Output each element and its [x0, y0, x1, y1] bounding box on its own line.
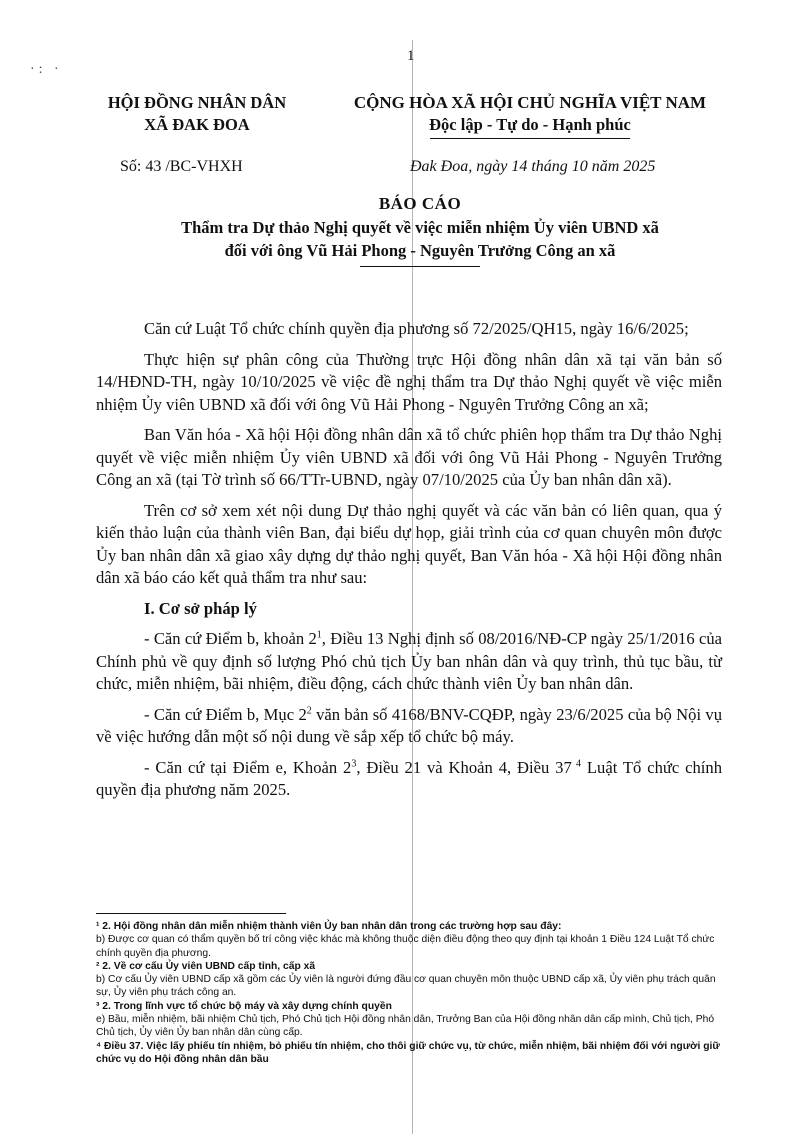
footnote-ref-1: 1 — [316, 629, 322, 641]
page-number: 1 — [407, 48, 415, 64]
nation-title: CỘNG HÒA XÃ HỘI CHỦ NGHĨA VIỆT NAM — [353, 93, 707, 112]
footnote-3-heading: ³ 2. Trong lĩnh vực tổ chức bộ máy và xây dựng chính quyền — [96, 1000, 392, 1012]
subtitle-line-1: Thẩm tra Dự thảo Nghị quyết về việc miễn nhiệm Ủy viên UBND xã — [181, 218, 659, 237]
bullet-guidance-post: văn bản số 4168/BNV-CQĐP, ngày 23/6/2025 của bộ Nội vụ về việc hướng dẫn một số nội dung về sắp xếp tổ chức bộ máy. — [96, 704, 722, 746]
footnote-1-heading: ¹ 2. Hội đồng nhân dân miễn nhiệm thành viên Ủy ban nhân dân trong các trường hợp sau đây: — [96, 921, 562, 932]
scan-specks: ·: · — [30, 62, 63, 77]
footnote-ref-3: 3 — [351, 757, 357, 769]
report-title: BÁO CÁO — [378, 194, 462, 213]
bullet-decree-pre: - Căn cứ Điểm b, khoản 2 — [144, 629, 317, 648]
bullet-decree — [96, 628, 722, 696]
bullet-local-gov-law — [96, 757, 722, 802]
bullet-guidance-pre: - Căn cứ Điểm b, Mục 2 — [144, 704, 307, 724]
motto: Độc lập - Tự do - Hạnh phúc — [429, 115, 631, 134]
section-heading-legal-basis: I. Cơ sở pháp lý — [144, 598, 257, 618]
council-name: HỘI ĐỒNG NHÂN DÂN — [107, 93, 287, 112]
bullet-law-pre: - Căn cứ tại Điểm e, Khoản 2 — [144, 757, 352, 777]
place-date: Đak Đoa, ngày 14 tháng 10 năm 2025 — [410, 158, 656, 175]
bullet-ministry-guidance — [96, 704, 722, 749]
footnote-3-text: e) Bầu, miễn nhiệm, bãi nhiệm Chủ tịch, Phó Chủ tịch Hội đồng nhân dân, Trưởng Ban của Hội đồng nhân dân cấp mình, Chủ tịch, Phó Chủ tịch, Ủy viên Ủy ban nhân dân cùng cấp. — [96, 1014, 715, 1039]
title-underline — [360, 266, 480, 267]
footnote-2-heading: ² 2. Về cơ cấu Ủy viên UBND cấp tỉnh, cấp xã — [96, 960, 316, 972]
subtitle-line-2: đối với ông Vũ Hải Phong - Nguyên Trưởng Công an xã — [224, 241, 616, 260]
bullet-law-post: Luật Tổ chức chính quyền địa phương năm 2025. — [96, 757, 723, 799]
document-number: Số: 43 /BC-VHXH — [120, 158, 243, 175]
footnote-ref-2: 2 — [306, 704, 312, 716]
footnote-4-heading: ⁴ Điều 37. Việc lấy phiếu tín nhiệm, bỏ phiếu tín nhiệm, cho thôi giữ chức vụ, từ chức, miễn nhiệm, bãi nhiệm đối với người giữ chức vụ do Hội đồng nhân dân bầu — [96, 1040, 720, 1065]
bullet-decree-post: , Điều 13 Nghị định số 08/2016/NĐ-CP ngày 25/1/2016 của Chính phủ về quy định số lượng Phó chủ tịch Ủy ban nhân dân và quy trình, thủ tục bầu, từ chức, miễn nhiệm, bãi nhiệm, điều động, cách chức thành viên Ủy ban nhân dân. — [96, 629, 722, 693]
paragraph-legal-basis: Căn cứ Luật Tổ chức chính quyền địa phương số 72/2025/QH15, ngày 16/6/2025; — [144, 319, 689, 338]
footnote-2-text: b) Cơ cấu Ủy viên UBND cấp xã gồm các Ủy viên là người đứng đầu cơ quan chuyên môn thuộc UBND cấp xã, Ủy viên phụ trách quân sự, Ủy viên phụ trách công an. — [96, 974, 716, 999]
footnote-1-text: b) Được cơ quan có thẩm quyền bố trí công việc khác mà không thuộc diện điều động theo quy định tại khoản 1 Điều 124 Luật Tổ chức chính quyền địa phương. — [96, 934, 715, 959]
paragraph-assignment: Thực hiện sự phân công của Thường trực Hội đồng nhân dân xã tại văn bản số 14/HĐND-TH, ngày 10/10/2025 về việc đề nghị thẩm tra Dự thảo Nghị quyết về việc miễn nhiệm Ủy viên UBND xã đối với ông Vũ Hải Phong - Nguyên Trưởng Công an xã; — [96, 349, 722, 414]
bullet-law-mid: , Điều 21 và Khoản 4, Điều 37 — [356, 757, 572, 777]
report-body — [96, 318, 722, 810]
title-block — [100, 192, 740, 267]
paragraph-review-basis: Trên cơ sở xem xét nội dung Dự thảo nghị quyết và các văn bản có liên quan, qua ý kiến thảo luận của thành viên Ban, đại biểu dự họp, giải trình của cơ quan chuyên môn được Ủy ban nhân dân xã giao xây dựng dự thảo nghị quyết, Ban Văn hóa - Xã hội Hội đồng nhân dân xã báo cáo kết quả thẩm tra như sau: — [96, 500, 722, 587]
issuing-body — [92, 92, 302, 136]
motto-underline — [430, 138, 630, 139]
footnote-ref-4: 4 — [571, 757, 582, 769]
footnote-separator — [96, 913, 286, 914]
commune-name: XÃ ĐAK ĐOA — [144, 115, 250, 134]
footnotes — [96, 920, 726, 1066]
national-header — [330, 92, 730, 139]
paragraph-meeting: Ban Văn hóa - Xã hội Hội đồng nhân dân xã tổ chức phiên họp thẩm tra Dự thảo Nghị quyết về việc miễn nhiệm Ủy viên UBND xã đối với ông Vũ Hải Phong - Nguyên Trưởng Công an xã (tại Tờ trình số 66/TTr-UBND, ngày 07/10/2025 của Ủy ban nhân dân xã). — [96, 425, 722, 489]
